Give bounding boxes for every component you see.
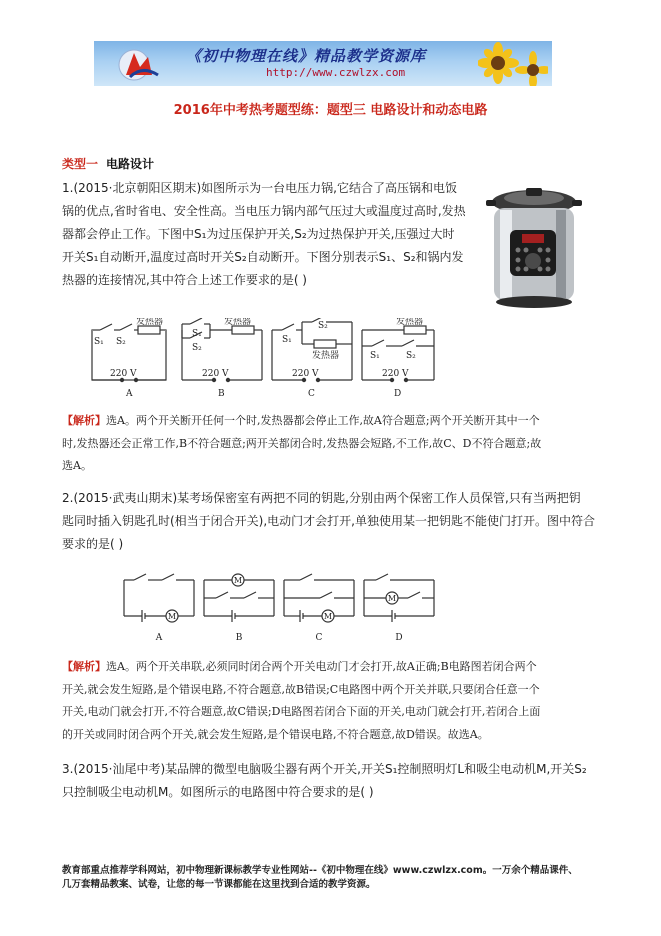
q2-circuit-d	[364, 574, 434, 622]
analysis-tag: 【解析】	[62, 660, 106, 673]
analysis-tag: 【解析】	[62, 414, 106, 427]
s2-label-c: S₂	[318, 321, 328, 331]
question-line: 锅的优点,省时省电、安全性高。当电压力锅内部气压过大或温度过高时,发热	[62, 204, 466, 218]
answer-line: 时,发热器还会正常工作,B不符合题意;两开关都闭合时,发热器会短路,不工作,故C、D不符合题意;故	[62, 436, 542, 450]
q2-circuit-diagrams	[120, 572, 440, 648]
question-3-text	[62, 758, 587, 804]
option-label-b: B	[235, 633, 243, 643]
q2-circuit-c	[284, 574, 354, 622]
question-line: 只控制吸尘电动机M。如图所示的电路图中符合要求的是( )	[62, 785, 374, 799]
option-label-c: C	[315, 633, 323, 643]
s1-label-c: S₁	[282, 335, 292, 345]
s2-label-d: S₂	[406, 351, 416, 361]
motor-label-d: M	[387, 594, 397, 603]
question-line: 开关S₁自动断开,温度过高时开关S₂自动断开。下图分别表示S₁、S₂和锅内发	[62, 250, 464, 264]
sunflower-icon	[478, 41, 548, 86]
question-line: 器都会停止工作。下图中S₁为过压保护开关,S₂为过热保护开关,压强过大时	[62, 227, 455, 241]
answer-line: 开关,就会发生短路,是个错误电路,不符合题意,故B错误;C电路图中两个开关并联,只要闭合任意一个	[62, 682, 540, 696]
answer-line: 的开关或同时闭合两个开关,就会发生短路,是个错误电路,不符合题意,故D错误。故选A。	[62, 727, 489, 741]
answer-1	[62, 410, 541, 478]
option-label-a: A	[126, 389, 133, 399]
answer-line: 选A。两个开关串联,必须同时闭合两个开关电动门才会打开,故A正确;B电路图若闭合两个	[106, 660, 537, 673]
heater-label-c: 发热器	[312, 351, 340, 361]
question-line: 2.(2015·武夷山期末)某考场保密室有两把不同的钥匙,分别由两个保密工作人员保管,只有当两把钥	[62, 491, 581, 505]
voltage-label-b: 220 V	[202, 369, 229, 379]
question-line: 匙同时插入钥匙孔时(相当于闭合开关),电动门才会打开,单独使用某一把钥匙不能使门打开。图中符合	[62, 514, 595, 528]
page-footer	[62, 864, 578, 892]
question-line: 要求的是( )	[62, 537, 124, 551]
question-2-text	[62, 487, 595, 556]
voltage-label-c: 220 V	[292, 369, 319, 379]
s2-label-a: S₂	[116, 337, 126, 347]
section-name: 电路设计	[106, 157, 155, 171]
footer-line: 几万套精品教案、试卷，让您的每一节课都能在这里找到合适的教学资源。	[62, 879, 376, 890]
question-line: 3.(2015·汕尾中考)某品牌的微型电脑吸尘器有两个开关,开关S₁控制照明灯L和吸尘电动机M,开关S₂	[62, 762, 587, 776]
question-1-text	[62, 177, 466, 292]
option-label-a: A	[155, 633, 163, 643]
option-label-d: D	[395, 633, 403, 643]
motor-label-b: M	[233, 576, 243, 585]
answer-2	[62, 656, 540, 746]
section-heading	[62, 155, 154, 172]
s1-label-b: S₁	[192, 329, 202, 339]
heater-label-a: 发热器	[136, 318, 164, 327]
site-banner	[94, 41, 552, 86]
banner-url: http://www.czwlzx.com	[266, 66, 406, 79]
section-label: 类型一	[62, 157, 99, 171]
answer-line: 选A。	[62, 459, 92, 472]
banner-title: 《初中物理在线》精品教学资源库	[186, 47, 427, 65]
answer-line: 选A。两个开关断开任何一个时,发热器都会停止工作,故A符合题意;两个开关断开其中一个	[106, 414, 540, 427]
motor-label-c: M	[323, 612, 333, 621]
pressure-cooker-image	[478, 186, 590, 316]
voltage-label-a: 220 V	[110, 369, 137, 379]
site-logo-icon	[112, 45, 172, 85]
footer-line: 教育部重点推荐学科网站，初中物理新课标教学专业性网站--《初中物理在线》www.czwlzx.com。一万余个精品课件、	[62, 865, 578, 876]
s1-label-a: S₁	[94, 337, 104, 347]
q1-circuit-diagrams	[86, 318, 446, 400]
answer-line: 开关,电动门就会打开,不符合题意,故C错误;D电路图若闭合下面的开关,电动门就会打开,若闭合上面	[62, 705, 541, 718]
heater-label-b: 发热器	[224, 318, 252, 327]
option-label-c: C	[308, 389, 315, 399]
question-line: 热器的连接情况,其中符合上述工作要求的是( )	[62, 273, 307, 287]
question-line: 1.(2015·北京朝阳区期末)如图所示为一台电压力锅,它结合了高压锅和电饭	[62, 181, 457, 195]
page-title: 2016年中考热考题型练：题型三 电路设计和动态电路	[173, 103, 488, 118]
s1-label-d: S₁	[370, 351, 380, 361]
voltage-label-d: 220 V	[382, 369, 409, 379]
option-label-d: D	[394, 389, 402, 399]
s2-label-b: S₂	[192, 343, 202, 353]
q2-circuit-a	[124, 574, 194, 622]
motor-label-a: M	[167, 612, 177, 621]
heater-label-d: 发热器	[396, 318, 424, 327]
option-label-b: B	[218, 389, 225, 399]
